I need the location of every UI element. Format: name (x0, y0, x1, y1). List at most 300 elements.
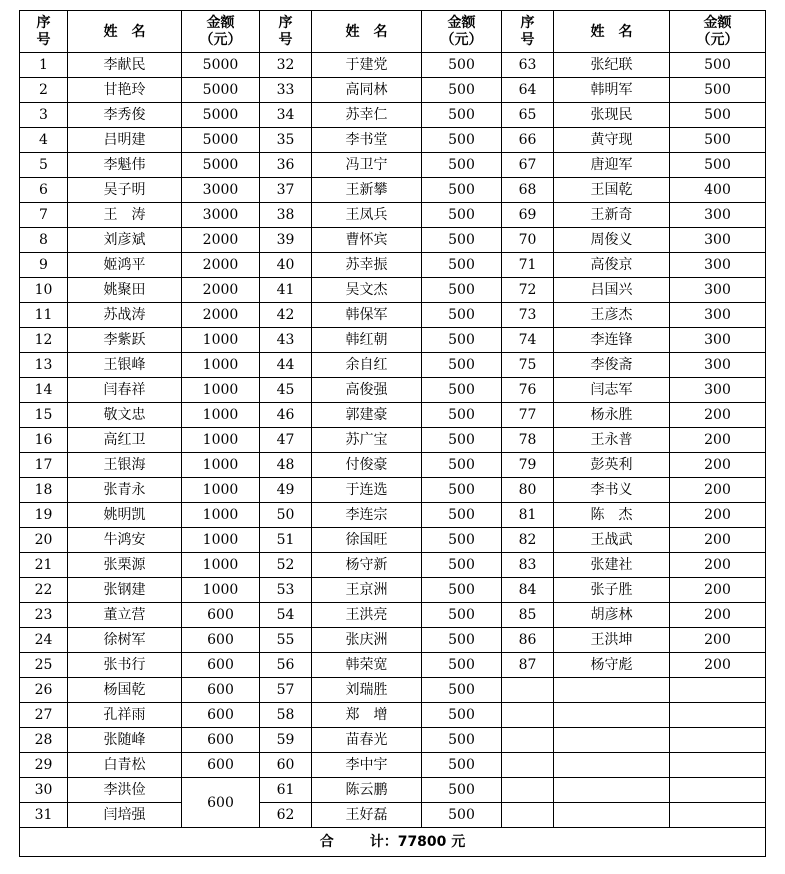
cell-name: 李连宗 (312, 503, 422, 528)
cell-amount: 500 (670, 128, 766, 153)
cell-amount: 500 (670, 53, 766, 78)
cell-seq: 46 (260, 403, 312, 428)
cell-amount: 300 (670, 378, 766, 403)
cell-name: 王洪坤 (554, 628, 670, 653)
table-row (20, 303, 766, 328)
cell-amount: 500 (422, 403, 502, 428)
cell-seq: 12 (20, 328, 68, 353)
cell-seq: 61 (260, 778, 312, 803)
cell-seq: 41 (260, 278, 312, 303)
table-row (20, 253, 766, 278)
cell-amount: 1000 (182, 403, 260, 428)
cell-name: 李秀俊 (68, 103, 182, 128)
cell-seq: 59 (260, 728, 312, 753)
cell-seq: 43 (260, 328, 312, 353)
header-name-2: 姓 名 (312, 11, 422, 53)
cell-amount: 500 (422, 628, 502, 653)
cell-name: 于建党 (312, 53, 422, 78)
cell-amount: 400 (670, 178, 766, 203)
cell-seq: 45 (260, 378, 312, 403)
cell-amount: 600 (182, 603, 260, 628)
cell-name: 余自红 (312, 353, 422, 378)
cell-name: 孔祥雨 (68, 703, 182, 728)
cell-seq: 69 (502, 203, 554, 228)
cell-name: 刘瑞胜 (312, 678, 422, 703)
cell-seq: 38 (260, 203, 312, 228)
cell-seq: 75 (502, 353, 554, 378)
cell-seq: 8 (20, 228, 68, 253)
cell-amount: 600 (182, 653, 260, 678)
table-row (20, 203, 766, 228)
cell-amount: 2000 (182, 228, 260, 253)
cell-amount: 500 (422, 603, 502, 628)
cell-seq: 86 (502, 628, 554, 653)
cell-name: 韩红朝 (312, 328, 422, 353)
cell-name: 张栗源 (68, 553, 182, 578)
cell-amount: 1000 (182, 453, 260, 478)
cell-seq: 5 (20, 153, 68, 178)
cell-seq: 80 (502, 478, 554, 503)
header-amount-2: 金额 （元） (422, 11, 502, 53)
cell-name: 杨永胜 (554, 403, 670, 428)
cell-empty (670, 678, 766, 703)
cell-name: 王好磊 (312, 803, 422, 828)
cell-amount: 500 (422, 528, 502, 553)
table-row (20, 453, 766, 478)
cell-amount: 600 (182, 728, 260, 753)
cell-name: 王新奇 (554, 203, 670, 228)
cell-seq: 57 (260, 678, 312, 703)
cell-seq: 13 (20, 353, 68, 378)
cell-name: 张钢建 (68, 578, 182, 603)
header-name-1: 姓 名 (68, 11, 182, 53)
cell-seq: 64 (502, 78, 554, 103)
cell-amount: 200 (670, 653, 766, 678)
cell-empty (670, 703, 766, 728)
cell-amount: 3000 (182, 203, 260, 228)
cell-seq: 54 (260, 603, 312, 628)
table-row (20, 478, 766, 503)
header-seq-3: 序 号 (502, 11, 554, 53)
cell-name: 郭建豪 (312, 403, 422, 428)
cell-amount: 200 (670, 428, 766, 453)
cell-name: 甘艳玲 (68, 78, 182, 103)
cell-name: 白青松 (68, 753, 182, 778)
cell-amount: 200 (670, 453, 766, 478)
cell-name: 杨守新 (312, 553, 422, 578)
total-cell: 合 计：77800 元 (20, 828, 766, 857)
cell-amount: 500 (422, 778, 502, 803)
cell-amount: 500 (422, 53, 502, 78)
cell-amount: 300 (670, 203, 766, 228)
cell-seq: 70 (502, 228, 554, 253)
cell-name: 高俊京 (554, 253, 670, 278)
cell-amount: 2000 (182, 303, 260, 328)
cell-seq: 81 (502, 503, 554, 528)
cell-name: 彭英利 (554, 453, 670, 478)
cell-name: 李俊斋 (554, 353, 670, 378)
cell-name: 李洪俭 (68, 778, 182, 803)
cell-name: 吴子明 (68, 178, 182, 203)
cell-name: 董立营 (68, 603, 182, 628)
cell-amount: 200 (670, 403, 766, 428)
cell-seq: 31 (20, 803, 68, 828)
cell-seq: 44 (260, 353, 312, 378)
cell-seq: 71 (502, 253, 554, 278)
cell-seq: 25 (20, 653, 68, 678)
cell-amount: 200 (670, 553, 766, 578)
table-row (20, 553, 766, 578)
cell-amount: 5000 (182, 128, 260, 153)
header-seq-1: 序 号 (20, 11, 68, 53)
cell-seq: 56 (260, 653, 312, 678)
cell-seq: 76 (502, 378, 554, 403)
cell-seq: 11 (20, 303, 68, 328)
cell-seq: 39 (260, 228, 312, 253)
cell-seq: 36 (260, 153, 312, 178)
cell-name: 姬鸿平 (68, 253, 182, 278)
header-amount-3: 金额 （元） (670, 11, 766, 53)
cell-seq: 4 (20, 128, 68, 153)
cell-name: 姚明凯 (68, 503, 182, 528)
table-row (20, 603, 766, 628)
cell-amount: 500 (422, 328, 502, 353)
cell-seq: 30 (20, 778, 68, 803)
cell-amount: 200 (670, 503, 766, 528)
cell-name: 苏广宝 (312, 428, 422, 453)
cell-seq: 77 (502, 403, 554, 428)
table-row (20, 378, 766, 403)
cell-seq: 60 (260, 753, 312, 778)
cell-name: 唐迎军 (554, 153, 670, 178)
cell-seq: 27 (20, 703, 68, 728)
table-row (20, 628, 766, 653)
table-row (20, 103, 766, 128)
cell-seq: 48 (260, 453, 312, 478)
cell-seq: 1 (20, 53, 68, 78)
cell-name: 张建社 (554, 553, 670, 578)
cell-amount: 200 (670, 528, 766, 553)
cell-seq: 22 (20, 578, 68, 603)
cell-name: 李献民 (68, 53, 182, 78)
cell-name: 吕国兴 (554, 278, 670, 303)
cell-name: 于连选 (312, 478, 422, 503)
cell-amount: 5000 (182, 53, 260, 78)
table-row (20, 703, 766, 728)
cell-empty (670, 753, 766, 778)
table-row (20, 153, 766, 178)
cell-seq: 33 (260, 78, 312, 103)
cell-seq: 50 (260, 503, 312, 528)
cell-amount: 3000 (182, 178, 260, 203)
cell-name: 胡彦林 (554, 603, 670, 628)
cell-seq: 29 (20, 753, 68, 778)
header-amount-1: 金额 （元） (182, 11, 260, 53)
cell-name (554, 778, 670, 803)
cell-amount: 300 (670, 353, 766, 378)
table-row (20, 753, 766, 778)
cell-name: 苏幸振 (312, 253, 422, 278)
cell-name: 张纪联 (554, 53, 670, 78)
cell-name: 韩荣宽 (312, 653, 422, 678)
table-row (20, 278, 766, 303)
table-body (20, 53, 766, 828)
cell-seq: 32 (260, 53, 312, 78)
cell-name: 徐国旺 (312, 528, 422, 553)
cell-seq: 35 (260, 128, 312, 153)
cell-name (554, 703, 670, 728)
cell-name: 张现民 (554, 103, 670, 128)
cell-amount: 500 (422, 178, 502, 203)
cell-amount: 500 (422, 378, 502, 403)
cell-amount: 500 (422, 578, 502, 603)
table-row (20, 653, 766, 678)
cell-name: 王银海 (68, 453, 182, 478)
header-row (20, 11, 766, 53)
cell-amount: 300 (670, 303, 766, 328)
cell-amount: 500 (422, 678, 502, 703)
cell-amount: 500 (422, 553, 502, 578)
cell-amount: 300 (670, 278, 766, 303)
cell-seq: 85 (502, 603, 554, 628)
cell-amount: 500 (422, 753, 502, 778)
cell-amount-merged: 600 (182, 778, 260, 828)
table-row (20, 228, 766, 253)
cell-name: 姚聚田 (68, 278, 182, 303)
cell-seq: 62 (260, 803, 312, 828)
table-row (20, 528, 766, 553)
cell-name: 刘彦斌 (68, 228, 182, 253)
cell-amount: 1000 (182, 378, 260, 403)
cell-amount: 500 (670, 153, 766, 178)
table-row (20, 728, 766, 753)
cell-name: 李连锋 (554, 328, 670, 353)
cell-amount: 500 (422, 153, 502, 178)
cell-seq: 17 (20, 453, 68, 478)
header-seq-2: 序 号 (260, 11, 312, 53)
cell-name: 陈 杰 (554, 503, 670, 528)
cell-amount: 500 (422, 703, 502, 728)
cell-seq: 10 (20, 278, 68, 303)
table-row (20, 78, 766, 103)
donation-table (19, 10, 766, 857)
total-row (20, 828, 766, 857)
cell-amount: 500 (422, 128, 502, 153)
cell-seq: 66 (502, 128, 554, 153)
cell-seq: 49 (260, 478, 312, 503)
cell-seq: 83 (502, 553, 554, 578)
cell-name: 王 涛 (68, 203, 182, 228)
cell-amount: 300 (670, 253, 766, 278)
cell-seq: 37 (260, 178, 312, 203)
cell-seq: 82 (502, 528, 554, 553)
cell-name: 张青永 (68, 478, 182, 503)
cell-name: 李魁伟 (68, 153, 182, 178)
table-row (20, 678, 766, 703)
cell-name: 王永普 (554, 428, 670, 453)
table-row (20, 53, 766, 78)
cell-name: 张庆洲 (312, 628, 422, 653)
cell-amount: 500 (422, 353, 502, 378)
cell-amount: 500 (422, 203, 502, 228)
cell-name: 敬文忠 (68, 403, 182, 428)
cell-seq: 2 (20, 78, 68, 103)
table-row (20, 178, 766, 203)
cell-name (554, 678, 670, 703)
cell-name: 王凤兵 (312, 203, 422, 228)
cell-seq: 24 (20, 628, 68, 653)
cell-name: 陈云鹏 (312, 778, 422, 803)
cell-name: 王新攀 (312, 178, 422, 203)
cell-seq: 16 (20, 428, 68, 453)
cell-seq: 15 (20, 403, 68, 428)
cell-seq: 52 (260, 553, 312, 578)
cell-name: 韩明军 (554, 78, 670, 103)
cell-name: 牛鸿安 (68, 528, 182, 553)
cell-amount: 500 (422, 303, 502, 328)
cell-amount: 5000 (182, 103, 260, 128)
cell-name: 韩保军 (312, 303, 422, 328)
cell-seq: 21 (20, 553, 68, 578)
cell-name: 王京洲 (312, 578, 422, 603)
cell-seq: 65 (502, 103, 554, 128)
cell-amount: 200 (670, 628, 766, 653)
cell-amount: 500 (422, 478, 502, 503)
cell-name: 张书行 (68, 653, 182, 678)
cell-name: 闫志军 (554, 378, 670, 403)
cell-name: 曹怀宾 (312, 228, 422, 253)
cell-name: 苏战涛 (68, 303, 182, 328)
cell-amount: 1000 (182, 328, 260, 353)
cell-name: 周俊义 (554, 228, 670, 253)
cell-amount: 200 (670, 578, 766, 603)
cell-seq: 19 (20, 503, 68, 528)
cell-seq: 34 (260, 103, 312, 128)
table-row (20, 353, 766, 378)
table-row (20, 328, 766, 353)
cell-seq: 74 (502, 328, 554, 353)
cell-name (554, 803, 670, 828)
cell-seq (502, 678, 554, 703)
cell-seq (502, 803, 554, 828)
cell-amount: 5000 (182, 153, 260, 178)
cell-amount: 500 (422, 503, 502, 528)
cell-amount: 500 (670, 103, 766, 128)
cell-name: 王国乾 (554, 178, 670, 203)
cell-name (554, 728, 670, 753)
cell-name: 高俊强 (312, 378, 422, 403)
cell-name: 吕明建 (68, 128, 182, 153)
cell-seq: 58 (260, 703, 312, 728)
cell-name: 徐树军 (68, 628, 182, 653)
cell-seq: 73 (502, 303, 554, 328)
cell-seq: 72 (502, 278, 554, 303)
cell-name: 付俊豪 (312, 453, 422, 478)
cell-seq: 87 (502, 653, 554, 678)
cell-name: 高红卫 (68, 428, 182, 453)
cell-seq: 84 (502, 578, 554, 603)
cell-name: 张随峰 (68, 728, 182, 753)
table-row (20, 128, 766, 153)
cell-name (554, 753, 670, 778)
cell-name: 李书义 (554, 478, 670, 503)
table-row (20, 503, 766, 528)
cell-amount: 600 (182, 678, 260, 703)
cell-seq: 7 (20, 203, 68, 228)
table-row (20, 578, 766, 603)
cell-seq: 51 (260, 528, 312, 553)
cell-empty (670, 803, 766, 828)
cell-seq: 23 (20, 603, 68, 628)
cell-name: 王洪亮 (312, 603, 422, 628)
cell-name: 杨国乾 (68, 678, 182, 703)
cell-amount: 500 (422, 228, 502, 253)
cell-seq: 68 (502, 178, 554, 203)
cell-name: 王战武 (554, 528, 670, 553)
cell-amount: 1000 (182, 478, 260, 503)
table-row (20, 403, 766, 428)
cell-amount: 2000 (182, 253, 260, 278)
cell-name: 苗春光 (312, 728, 422, 753)
cell-amount: 500 (422, 253, 502, 278)
cell-seq: 9 (20, 253, 68, 278)
cell-seq: 47 (260, 428, 312, 453)
cell-seq: 79 (502, 453, 554, 478)
cell-amount: 600 (182, 703, 260, 728)
cell-name: 冯卫宁 (312, 153, 422, 178)
cell-amount: 1000 (182, 578, 260, 603)
cell-name: 郑 增 (312, 703, 422, 728)
cell-amount: 1000 (182, 503, 260, 528)
cell-amount: 1000 (182, 528, 260, 553)
table-row (20, 803, 766, 828)
cell-amount: 200 (670, 603, 766, 628)
cell-seq: 28 (20, 728, 68, 753)
cell-name: 闫春祥 (68, 378, 182, 403)
cell-amount: 600 (182, 628, 260, 653)
cell-seq: 3 (20, 103, 68, 128)
cell-amount: 600 (182, 753, 260, 778)
cell-seq: 78 (502, 428, 554, 453)
cell-amount: 500 (422, 803, 502, 828)
cell-name: 杨守彪 (554, 653, 670, 678)
cell-seq: 6 (20, 178, 68, 203)
cell-seq: 53 (260, 578, 312, 603)
table-row (20, 428, 766, 453)
cell-name: 王彦杰 (554, 303, 670, 328)
cell-name: 李书堂 (312, 128, 422, 153)
cell-seq: 40 (260, 253, 312, 278)
cell-amount: 1000 (182, 353, 260, 378)
cell-amount: 500 (422, 428, 502, 453)
cell-seq (502, 703, 554, 728)
cell-seq: 20 (20, 528, 68, 553)
cell-name: 李中宇 (312, 753, 422, 778)
cell-seq: 14 (20, 378, 68, 403)
cell-seq: 26 (20, 678, 68, 703)
cell-seq: 55 (260, 628, 312, 653)
cell-amount: 1000 (182, 553, 260, 578)
cell-seq (502, 778, 554, 803)
cell-seq: 63 (502, 53, 554, 78)
cell-name: 张子胜 (554, 578, 670, 603)
cell-name: 苏幸仁 (312, 103, 422, 128)
cell-amount: 500 (422, 103, 502, 128)
cell-amount: 500 (422, 453, 502, 478)
cell-amount: 200 (670, 478, 766, 503)
cell-empty (670, 778, 766, 803)
cell-seq (502, 728, 554, 753)
